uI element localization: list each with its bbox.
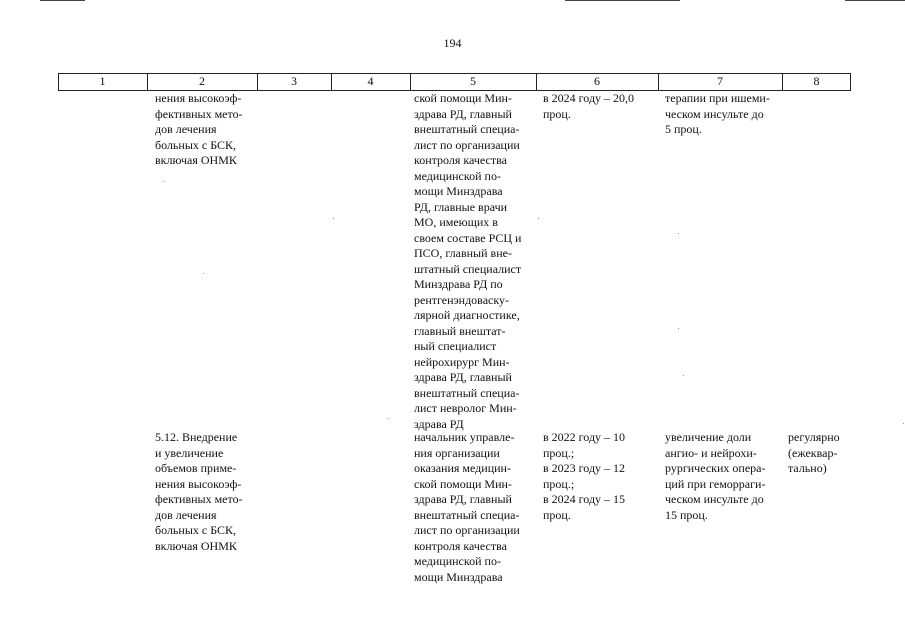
scan-speck (678, 233, 679, 234)
row2-responsible-cell: начальник управле- ния организации оказания медицин- ской помощи Мин- здрава РД, главный внештатный специа- лист по организации контроля качества медицинской по- мощи Минздрава (414, 430, 520, 584)
row2-target-cell: в 2022 году – 10 проц.; в 2023 году – 12 проц.; в 2024 году – 15 проц. (543, 430, 626, 522)
scan-speck (203, 273, 204, 274)
scan-speck (538, 218, 539, 219)
column-number-6: 6 (594, 74, 600, 88)
scan-artifact-line (845, 0, 905, 1)
column-number-2: 2 (199, 74, 205, 88)
scan-speck (388, 418, 389, 419)
scan-speck (678, 328, 679, 329)
scan-speck (683, 375, 684, 376)
scan-artifact-line (40, 0, 85, 1)
column-number-3: 3 (291, 74, 297, 88)
row1-responsible-cell: ской помощи Мин- здрава РД, главный внештатный специа- лист по организации контроля качества медицинской по- мощи Минздрава РД, главные врачи МО, имеющих в своем составе РСЦ и ПСО, главный вне- штатный специалист Минздрава РД по рентгенэндоваску- лярной диагностике, главный внештат- ный специалист нейрохирург Мин- здрава РД, главный внештатный специа- лист невролог Мин- здрава РД (414, 91, 522, 431)
row2-period-cell: регулярно (ежеквар- тально) (788, 430, 840, 475)
scan-speck (903, 423, 904, 424)
column-number-7: 7 (717, 74, 723, 88)
scan-speck (333, 218, 334, 219)
page-number: 194 (443, 36, 462, 50)
row2-result-cell: увеличение доли ангио- и нейрохи- рургических опера- ций при геморраги- ческом инсульте до 15 проц. (665, 430, 766, 522)
row1-result-cell: терапии при ишеми- ческом инсульте до 5 проц. (665, 91, 770, 136)
column-number-1: 1 (99, 74, 106, 88)
document-table (58, 73, 851, 640)
column-number-5: 5 (470, 74, 476, 88)
scan-speck (163, 181, 164, 182)
column-number-4: 4 (367, 74, 374, 88)
column-number-8: 8 (813, 74, 820, 88)
row1-measure-cell: нения высокоэф- фективных мето- дов лечения больных с БСК, включая ОНМК (155, 91, 243, 167)
row2-measure-cell: 5.12. Внедрение и увеличение объемов приме- нения высокоэф- фективных мето- дов лечения больных с БСК, включая ОНМК (155, 430, 243, 553)
row1-target-cell: в 2024 году – 20,0 проц. (543, 91, 635, 121)
scan-artifact-line (565, 0, 680, 1)
